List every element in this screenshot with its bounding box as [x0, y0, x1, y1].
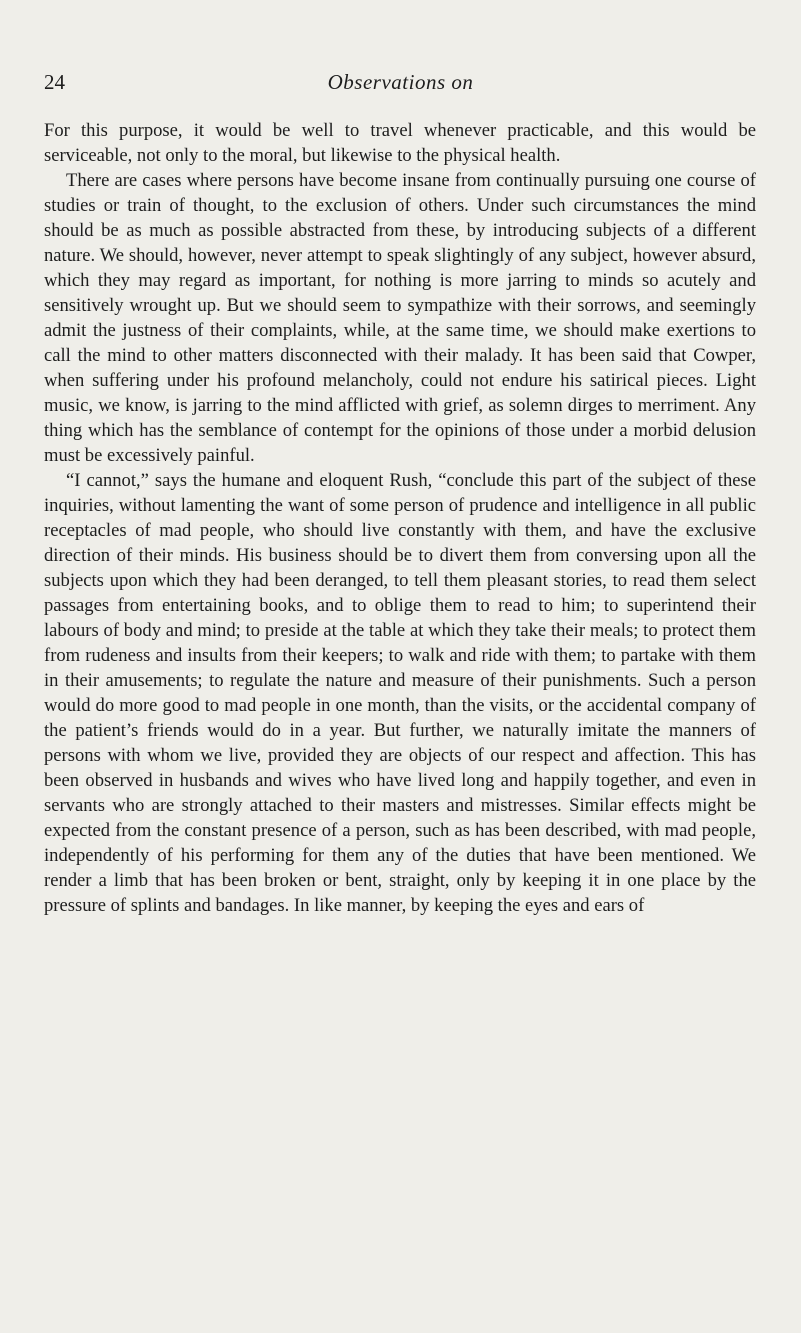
running-title: Observations on — [327, 70, 474, 94]
running-head — [44, 70, 757, 100]
paragraph-travel: For this purpose, it would be well to travel whenever practicable, and this would be serviceable, not only to the moral, but likewise to the physical health. — [44, 120, 756, 166]
body-text — [44, 118, 756, 918]
paragraph-rush-quote: “I cannot,” says the humane and eloquent Rush, “conclude this part of the subject of these inquiries, without lamenting the want of some person of prudence and intelligence in all public receptacles of mad people, who should live constantly with them, and have the exclusive direction of their minds. His business should be to divert them from conversing upon all the subjects upon which they had been deranged, to tell them pleasant stories, to read them select passages from entertaining books, and to oblige them to read to him; to superintend their labours of body and mind; to preside at the table at which they take their meals; to protect them from rudeness and insults from their keepers; to walk and ride with them; to partake with them in their amusements; to regulate the nature and measure of their punishments. Such a person would do more good to mad people in one month, than the visits, or the accidental company of the patient’s friends would do in a year. But further, we naturally imitate the manners of persons with whom we live, provided they are objects of our respect and affection. This has been observed in husbands and wives who have lived long and happily together, and even in servants who are strongly attached to their masters and mistresses. Similar effects might be expected from the constant presence of a person, such as has been described, with mad people, independently of his performing for them any of the duties that have been mentioned. We render a limb that has been broken or bent, straight, only by keeping it in one place by the pressure of splints and bandages. In like manner, by keeping the eyes and ears of — [44, 470, 756, 916]
page-number: 24 — [44, 70, 65, 94]
paragraph-insanity-studies: There are cases where persons have become insane from continually pursuing one course of studies or train of thought, to the exclusion of others. Under such circumstances the mind should be as much as possible abstracted from these, by introducing subjects of a different nature. We should, however, never attempt to speak slightingly of any subject, however absurd, which they may regard as important, for nothing is more jarring to minds so acutely and sensitively wrought up. But we should seem to sympathize with their sorrows, and seemingly admit the justness of their complaints, while, at the same time, we should make exertions to call the mind to other matters disconnected with their malady. It has been said that Cowper, when suffering under his profound melancholy, could not endure his satirical pieces. Light music, we know, is jarring to the mind afflicted with grief, as solemn dirges to merriment. Any thing which has the semblance of contempt for the opinions of those under a morbid delusion must be excessively painful. — [44, 170, 756, 466]
